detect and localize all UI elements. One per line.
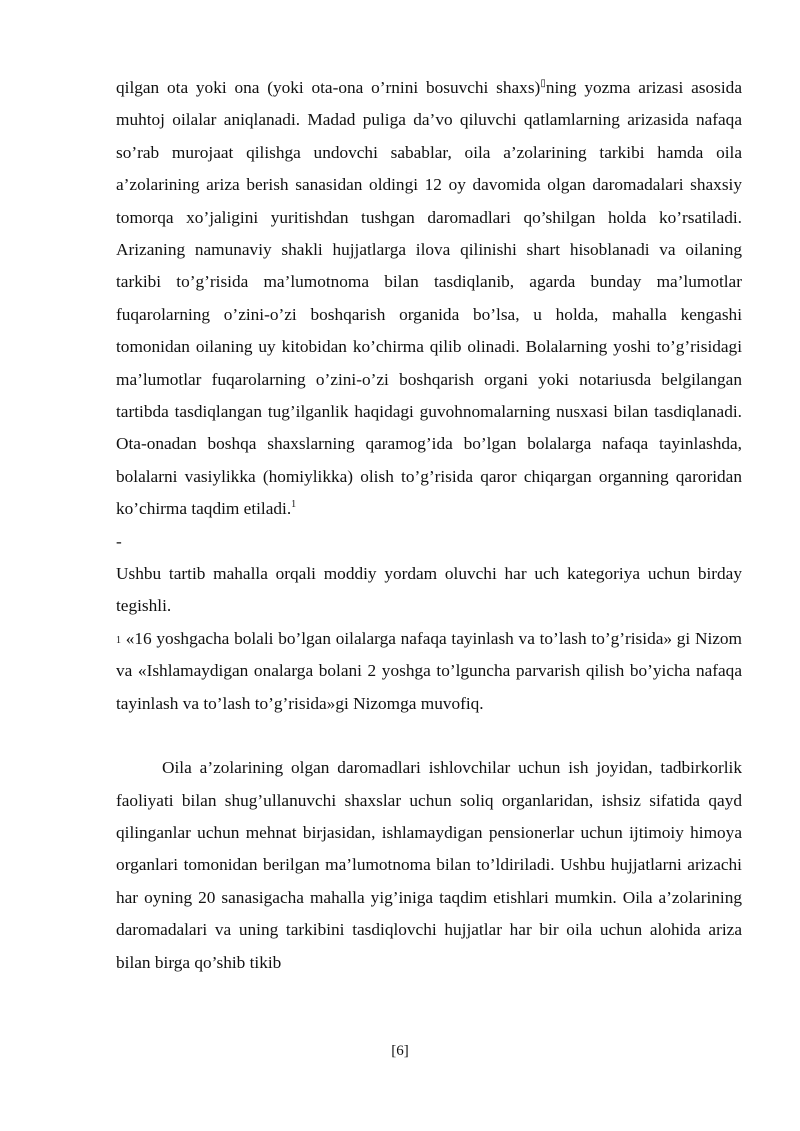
- body-paragraph-2: [116, 752, 742, 979]
- paragraph-1-text-a: qilgan ota yoki ona (yoki ota-ona o’rnini bosuvchi shaxs): [116, 78, 541, 97]
- footnote-b-text: «16 yoshgacha bolali bo’lgan oilalarga nafaqa tayinlash va to’lash to’g’risida» gi Nizom va «Ishlamaydigan onalarga bolani 2 yoshga to’lguncha parvarish qilish bo’yicha nafaqa tayinlash va to’lash to’g’risida»gi Nizomga muvofiq.: [116, 628, 742, 713]
- footnote-separator-dash: -: [116, 531, 122, 551]
- document-page: [116, 72, 742, 979]
- footnote-a: [116, 558, 742, 623]
- body-paragraph-1: [116, 72, 742, 526]
- footnote-reference-box[interactable]: ▯: [540, 78, 546, 90]
- footnote-reference-1[interactable]: 1: [291, 499, 297, 511]
- footnote-b-marker: 1: [116, 634, 121, 646]
- paragraph-1-text-b: ning yozma arizasi asosida muhtoj oilalar aniqlanadi. Madad puliga da’vo qiluvchi qatlamlarning arizasida nafaqa so’rab murojaat qilishga undovchi sabablar, oila a’zolarining tarkibi hamda oila a’zolarining ariza berish sanasidan oldingi 12 oy davomida olgan daromadalari shaxsiy tomorqa xo’jaligini yuritishdan tushgan daromadlari qo’shilgan holda ko’rsatiladi. Arizaning namunaviy shakli hujjatlarga ilova qilinishi shart hisoblanadi va oilaning tarkibi to’g’risida ma’lumotnoma bilan tasdiqlanib, agarda bunday ma’lumotlar fuqarolarning o’zini-o’zi boshqarish organida bo’lsa, u holda, mahalla kengashi tomonidan oilaning uy kitobidan ko’chirma qilib olinadi. Bolalarning yoshi to’g’risidagi ma’lumotlar fuqarolarning o’zini-o’zi boshqarish organi yoki notariusda belgilangan tartibda tasdiqlangan tug’ilganlik haqidagi guvohnomalarning nusxasi bilan tasdiqlanadi. Ota-onadan boshqa shaxslarning qaramog’ida bo’lgan bolalarga nafaqa tayinlashda, bolalarni vasiylikka (homiylikka) olish to’g’risida qaror chiqargan organning qaroridan ko’chirma taqdim etiladi.: [116, 78, 742, 519]
- footnote-a-text: Ushbu tartib mahalla orqali moddiy yordam oluvchi har uch kategoriya uchun birday tegishli.: [116, 564, 742, 616]
- section-spacer: [116, 720, 742, 752]
- page-number: [6]: [391, 1043, 409, 1059]
- footnote-b: [116, 623, 742, 720]
- paragraph-2-text: Oila a’zolarining olgan daromadlari ishlovchilar uchun ish joyidan, tadbirkorlik faoliyati bilan shug’ullanuvchi shaxslar uchun soliq organlaridan, ishsiz sifatida qayd qilinganlar uchun mehnat birjasidan, ishlamaydigan pensionerlar uchun ijtimoiy himoya organlari tomonidan berilgan ma’lumotnoma bilan to’ldiriladi. Ushbu hujjatlarni arizachi har oyning 20 sanasigacha mahalla yig’iniga taqdim etishlari mumkin. Oila a’zolarining daromadalari va uning tarkibini tasdiqlovchi hujjatlar har bir oila uchun alohida ariza bilan birga qo’shib tikib: [116, 758, 742, 972]
